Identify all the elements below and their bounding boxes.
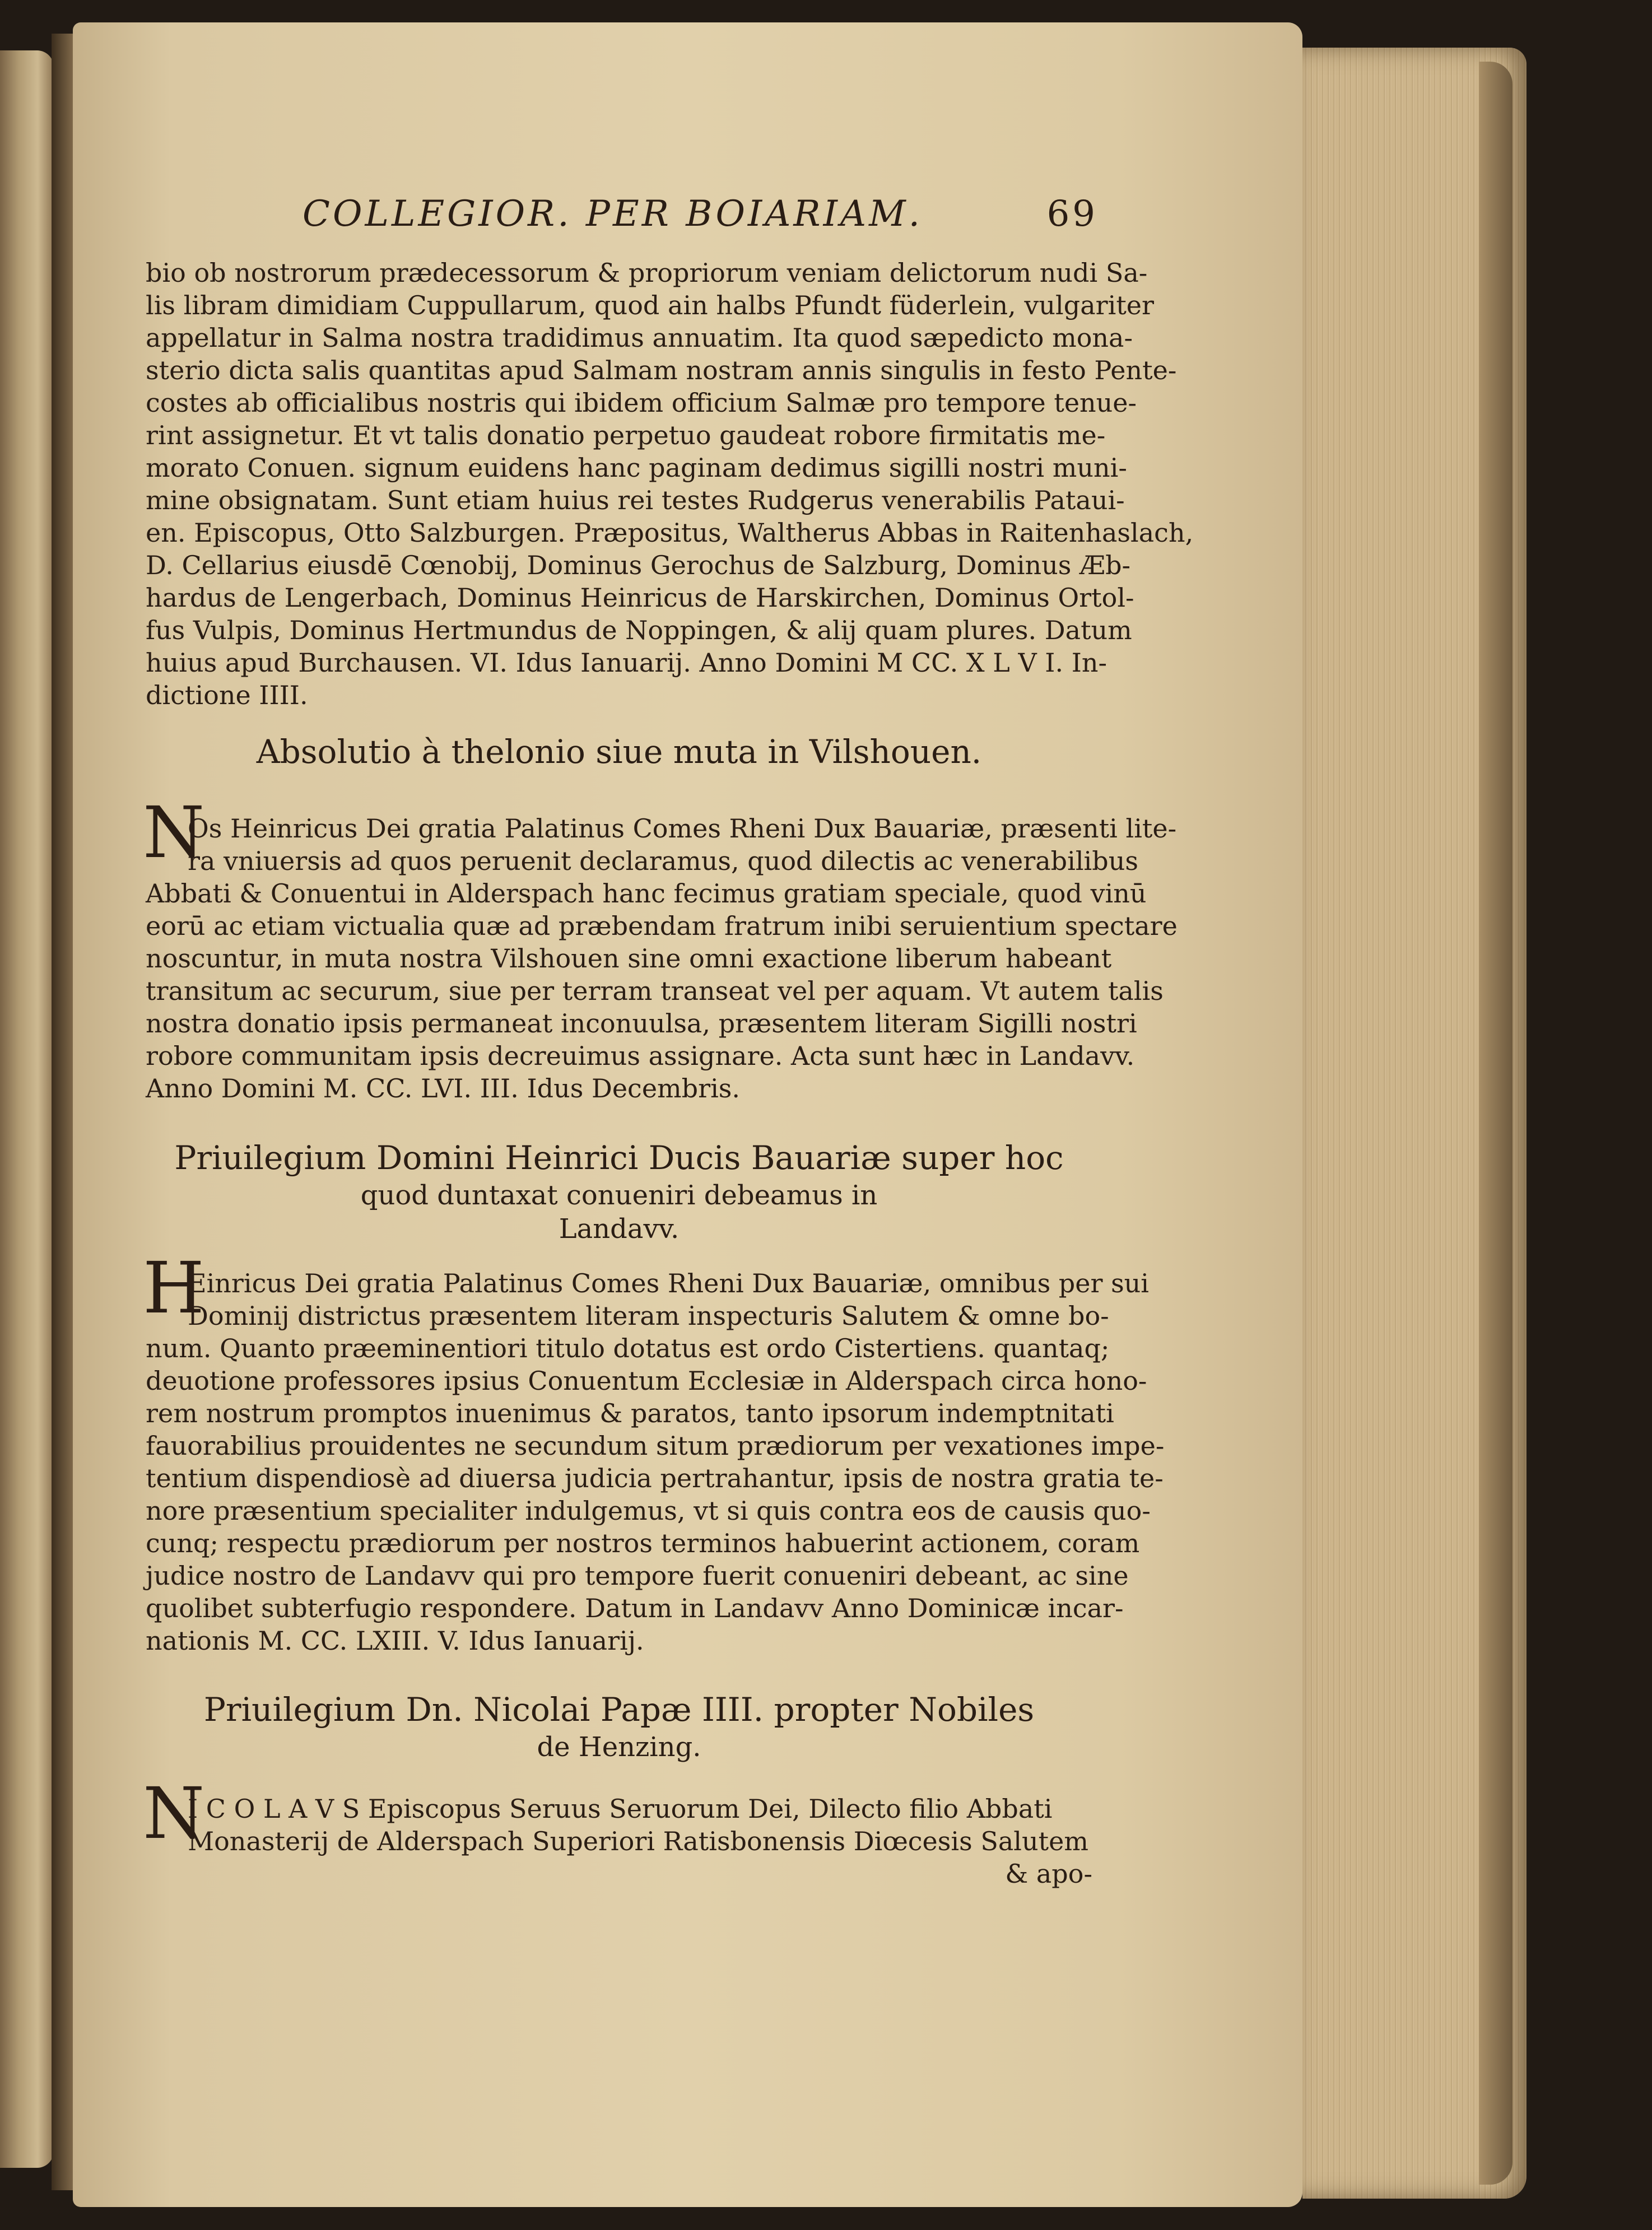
text-line: huius apud Burchausen. VI. Idus Ianuarij. Anno Domini M CC. X L V I. In- — [146, 648, 1107, 678]
text-line: lis libram dimidiam Cuppullarum, quod ain halbs Pfundt füderlein, vulgariter — [146, 290, 1155, 320]
running-title: COLLEGIOR. PER BOIARIAM. — [303, 193, 923, 235]
text-line: fauorabilius prouidentes ne secundum situm prædiorum per vexationes impe- — [146, 1431, 1165, 1461]
text-line: nostra donatio ipsis permaneat inconuulsa, præsentem literam Sigilli nostri — [146, 1008, 1137, 1039]
text-line: num. Quanto præeminentiori titulo dotatus est ordo Cistertiens. quantaq; — [146, 1333, 1110, 1363]
heading-line: quod duntaxat conueniri debeamus in — [360, 1180, 878, 1211]
text-line: morato Conuen. signum euidens hanc paginam dedimus sigilli nostri muni- — [146, 453, 1127, 483]
section-2-heading — [146, 731, 1092, 772]
left-page-edge — [0, 50, 54, 2168]
text-line: rem nostrum promptos inuenimus & paratos, tanto ipsorum indemptnitati — [146, 1398, 1114, 1428]
text-line: robore communitam ipsis decreuimus assignare. Acta sunt hæc in Landavv. — [146, 1041, 1135, 1071]
text-line: Dominij districtus præsentem literam inspecturis Salutem & omne bo- — [188, 1301, 1109, 1331]
running-header — [303, 182, 1098, 244]
text-line: quolibet subterfugio respondere. Datum in Landavv Anno Dominicæ incar- — [146, 1593, 1124, 1623]
text-line: Abbati & Conuentui in Alderspach hanc fecimus gratiam speciale, quod vinū — [146, 878, 1147, 909]
text-line: transitum ac securum, siue per terram transeat vel per aquam. Vt autem talis — [146, 976, 1164, 1006]
text-line: bio ob nostrorum prædecessorum & propriorum veniam delictorum nudi Sa- — [146, 258, 1148, 288]
text-line: judice nostro de Landavv qui pro tempore fuerit conueniri debeant, ac sine — [146, 1561, 1129, 1591]
text-line: D. Cellarius eiusdē Cœnobij, Dominus Gerochus de Salzburg, Dominus Æb- — [146, 550, 1131, 580]
text-line: dictione IIII. — [146, 680, 308, 710]
section-3-text — [146, 1267, 1165, 1657]
heading-line: Absolutio à thelonio siue muta in Vilshouen. — [256, 733, 982, 771]
text-line: cunq; respectu prædiorum per nostros terminos habuerint actionem, coram — [146, 1528, 1140, 1558]
book-cover-edge — [1479, 62, 1513, 2185]
section-1-text — [146, 257, 1194, 711]
heading-line: Priuilegium Dn. Nicolai Papæ IIII. propter Nobiles — [203, 1691, 1035, 1729]
section-3-heading — [146, 1137, 1092, 1246]
text-line: hardus de Lengerbach, Dominus Heinricus de Harskirchen, Dominus Ortol- — [146, 583, 1134, 613]
text-line: eorū ac etiam victualia quæ ad præbendam fratrum inibi seruientium spectare — [146, 911, 1178, 941]
text-line: rint assignetur. Et vt talis donatio perpetuo gaudeat robore firmitatis me- — [146, 420, 1106, 450]
text-line: costes ab officialibus nostris qui ibidem officium Salmæ pro tempore tenue- — [146, 388, 1137, 418]
text-line: fus Vulpis, Dominus Hertmundus de Noppingen, & alij quam plures. Datum — [146, 615, 1132, 645]
section-4-heading — [146, 1689, 1092, 1764]
text-line: mine obsignatam. Sunt etiam huius rei testes Rudgerus venerabilis Pataui- — [146, 485, 1125, 515]
section-2-text — [146, 812, 1178, 1105]
text-line: en. Episcopus, Otto Salzburgen. Præpositus, Waltherus Abbas in Raitenhaslach, — [146, 518, 1194, 548]
drop-cap: H — [143, 1247, 204, 1329]
section-4-text — [146, 1793, 1092, 1890]
drop-cap: N — [143, 1772, 205, 1855]
text-line: & apo- — [1005, 1859, 1092, 1889]
text-line: Einricus Dei gratia Palatinus Comes Rheni Dux Bauariæ, omnibus per sui — [188, 1268, 1150, 1298]
heading-line: de Henzing. — [537, 1731, 701, 1763]
text-line: appellatur in Salma nostra tradidimus annuatim. Ita quod sæpedicto mona- — [146, 323, 1133, 353]
text-line: nationis M. CC. LXIII. V. Idus Ianuarij. — [146, 1626, 644, 1656]
text-line: noscuntur, in muta nostra Vilshouen sine omni exactione liberum habeant — [146, 943, 1112, 974]
text-line: Anno Domini M. CC. LVI. III. Idus Decembris. — [146, 1073, 741, 1104]
page-number: 69 — [1046, 193, 1098, 235]
text-line: sterio dicta salis quantitas apud Salmam nostram annis singulis in festo Pente- — [146, 355, 1177, 385]
text-line: Monasterij de Alderspach Superiori Ratisbonensis Diœcesis Salutem — [188, 1826, 1088, 1856]
text-line: ra vniuersis ad quos peruenit declaramus, quod dilectis ac venerabilibus — [188, 846, 1138, 876]
heading-line: Landavv. — [559, 1213, 680, 1245]
text-line: deuotione professores ipsius Conuentum Ecclesiæ in Alderspach circa hono- — [146, 1366, 1147, 1396]
text-line: tentium dispendiosè ad diuersa judicia pertrahantur, ipsis de nostra gratia te- — [146, 1463, 1164, 1493]
heading-line: Priuilegium Domini Heinrici Ducis Bauariæ super hoc — [174, 1139, 1064, 1177]
text-line: I C O L A V S Episcopus Seruus Seruorum Dei, Dilecto filio Abbati — [188, 1794, 1053, 1824]
text-line: nore præsentium specialiter indulgemus, vt si quis contra eos de causis quo- — [146, 1496, 1151, 1526]
text-line: Os Heinricus Dei gratia Palatinus Comes Rheni Dux Bauariæ, præsenti lite- — [188, 813, 1177, 844]
drop-cap: N — [143, 792, 205, 874]
